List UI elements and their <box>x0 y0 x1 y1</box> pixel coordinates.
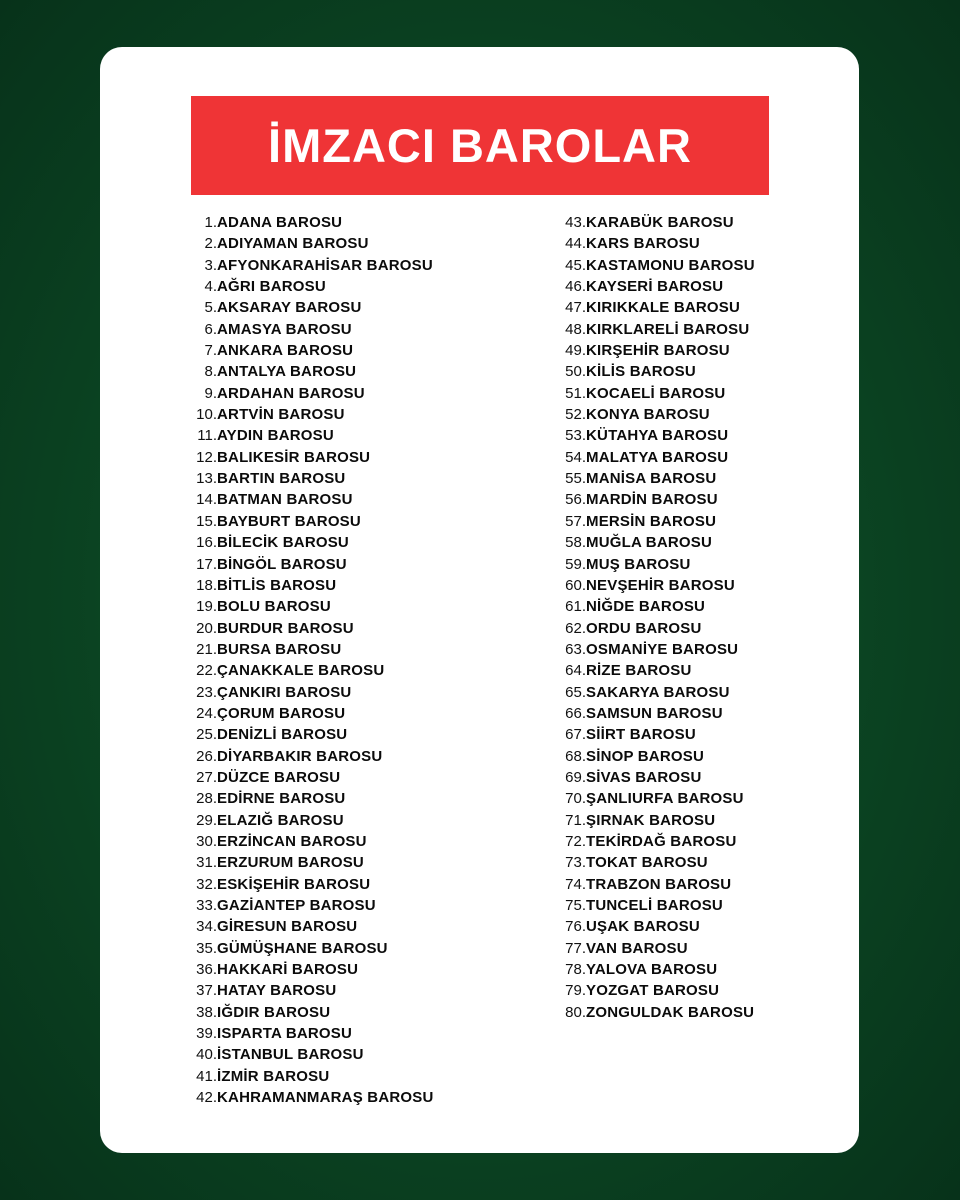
list-item-name: DENİZLİ BAROSU <box>217 726 348 744</box>
list-item <box>186 810 434 831</box>
list-item <box>558 938 755 959</box>
list-item <box>558 767 755 788</box>
list-item-number: 59. <box>565 555 586 573</box>
list-item <box>186 746 434 767</box>
list-item <box>558 724 755 745</box>
list-item <box>558 532 755 553</box>
list-item <box>186 276 434 297</box>
list-item <box>186 447 434 468</box>
list-item-name: KAYSERİ BAROSU <box>586 278 724 296</box>
list-item-number: 78. <box>565 961 586 979</box>
list-item-number: 66. <box>565 704 586 722</box>
list-item <box>186 767 434 788</box>
list-item <box>558 447 755 468</box>
list-item <box>186 959 434 980</box>
list-item-name: İZMİR BAROSU <box>217 1067 330 1085</box>
list-item-number: 28. <box>196 790 217 808</box>
list-item <box>186 468 434 489</box>
list-item <box>186 1044 434 1065</box>
list-item-name: ANTALYA BAROSU <box>217 363 357 381</box>
list-item-name: BARTIN BAROSU <box>217 470 346 488</box>
content-card <box>100 47 859 1153</box>
list-item <box>558 639 755 660</box>
list-item-number: 75. <box>565 897 586 914</box>
list-item-number: 4. <box>204 278 217 296</box>
list-item <box>558 233 755 254</box>
list-item <box>558 276 755 297</box>
list-item-number: 60. <box>565 576 586 594</box>
list-item <box>558 255 755 276</box>
list-item-name: AĞRI BAROSU <box>217 278 326 296</box>
list-item-number: 3. <box>204 256 217 274</box>
list-item <box>186 596 434 617</box>
list-item <box>558 703 755 724</box>
list-item <box>558 596 755 617</box>
list-item-name: KOCAELİ BAROSU <box>586 384 726 402</box>
list-item <box>558 788 755 809</box>
list-item-name: BATMAN BAROSU <box>217 491 353 509</box>
list-item <box>186 361 434 382</box>
list-item-number: 37. <box>196 982 217 1000</box>
list-item <box>186 511 434 532</box>
list-item <box>186 425 434 446</box>
list-item-number: 27. <box>196 768 217 786</box>
list-item-number: 80. <box>565 1003 586 1021</box>
list-item-name: KÜTAHYA BAROSU <box>586 427 729 445</box>
list-item <box>558 489 755 510</box>
list-item-name: KARABÜK BAROSU <box>586 214 734 231</box>
list-item-number: 19. <box>196 598 217 616</box>
list-item-name: DİYARBAKIR BAROSU <box>217 747 383 765</box>
list-item-number: 49. <box>565 342 586 360</box>
list-item <box>186 938 434 959</box>
list-item-name: YOZGAT BAROSU <box>586 982 720 1000</box>
list-item-name: BOLU BAROSU <box>217 598 331 616</box>
list-item-number: 64. <box>565 662 586 680</box>
list-item <box>186 255 434 276</box>
list-item <box>186 852 434 873</box>
list-item <box>186 383 434 404</box>
list-item <box>558 1002 755 1023</box>
list-item-name: KARS BAROSU <box>586 235 700 253</box>
list-item-number: 57. <box>565 512 586 530</box>
list-item-name: KİLİS BAROSU <box>586 363 696 381</box>
list-item-name: OSMANİYE BAROSU <box>586 640 739 658</box>
list-item <box>186 980 434 1001</box>
list-item-number: 69. <box>565 768 586 786</box>
list-item-number: 20. <box>196 619 217 637</box>
list-item <box>186 639 434 660</box>
list-item-number: 68. <box>565 747 586 765</box>
list-item-number: 72. <box>565 832 586 850</box>
list-item-name: TOKAT BAROSU <box>586 854 708 872</box>
list-item-number: 43. <box>565 214 586 231</box>
list-item <box>558 575 755 596</box>
list-item-number: 67. <box>565 726 586 744</box>
list-item-number: 42. <box>196 1089 217 1107</box>
list-item-number: 76. <box>565 918 586 936</box>
list-item-name: KIRKLARELİ BAROSU <box>586 320 750 338</box>
list-item <box>186 532 434 553</box>
list-item-name: TUNCELİ BAROSU <box>586 897 723 914</box>
list-item-name: ÇORUM BAROSU <box>217 704 346 722</box>
list-item-number: 39. <box>196 1025 217 1043</box>
list-item-name: ŞIRNAK BAROSU <box>586 811 716 829</box>
list-item-name: YALOVA BAROSU <box>586 961 718 979</box>
list-item-number: 15. <box>196 512 217 530</box>
list-item-number: 17. <box>196 555 217 573</box>
list-item <box>558 895 755 916</box>
list-item-number: 44. <box>565 235 586 253</box>
list-item-number: 74. <box>565 875 586 893</box>
list-item-name: GAZİANTEP BAROSU <box>217 897 376 914</box>
list-item-name: MUĞLA BAROSU <box>586 534 713 552</box>
list-item-number: 5. <box>204 299 217 317</box>
list-item <box>558 468 755 489</box>
list-item-name: ESKİŞEHİR BAROSU <box>217 875 371 893</box>
list-item-name: ERZİNCAN BAROSU <box>217 832 367 850</box>
list-item <box>558 511 755 532</box>
list-item-number: 36. <box>196 961 217 979</box>
list-item-name: SİVAS BAROSU <box>586 768 702 786</box>
list-item-name: MANİSA BAROSU <box>586 470 717 488</box>
list-item-number: 55. <box>565 470 586 488</box>
list-item-name: NEVŞEHİR BAROSU <box>586 576 735 594</box>
list-item-number: 13. <box>196 470 217 488</box>
list-item-name: RİZE BAROSU <box>586 662 692 680</box>
list-item-number: 56. <box>565 491 586 509</box>
list-item-number: 2. <box>204 235 217 253</box>
list-item-number: 21. <box>196 640 217 658</box>
list-item <box>186 1087 434 1108</box>
list-item-number: 79. <box>565 982 586 1000</box>
list-item-number: 63. <box>565 640 586 658</box>
list-item-name: MERSİN BAROSU <box>586 512 717 530</box>
list-item-name: SİİRT BAROSU <box>586 726 696 744</box>
list-item <box>558 810 755 831</box>
list-item-name: GİRESUN BAROSU <box>217 918 358 936</box>
list-item-number: 62. <box>565 619 586 637</box>
list-item-name: KIRIKKALE BAROSU <box>586 299 741 317</box>
list-item-number: 25. <box>196 726 217 744</box>
list-item-name: TRABZON BAROSU <box>586 875 732 893</box>
list-item-name: ZONGULDAK BAROSU <box>586 1003 755 1021</box>
list-item <box>186 618 434 639</box>
list-item <box>186 895 434 916</box>
list-item-name: HAKKARİ BAROSU <box>217 961 359 979</box>
list-item-name: ELAZIĞ BAROSU <box>217 811 344 829</box>
list-item-number: 48. <box>565 320 586 338</box>
list-item-number: 33. <box>196 897 217 914</box>
list-item <box>186 874 434 895</box>
list-item-number: 23. <box>196 683 217 701</box>
list-item-name: ADIYAMAN BAROSU <box>217 235 369 253</box>
list-item <box>558 340 755 361</box>
list-item-number: 50. <box>565 363 586 381</box>
list-item-name: ÇANKIRI BAROSU <box>217 683 352 701</box>
list-item-number: 10. <box>196 406 217 424</box>
list-item <box>558 425 755 446</box>
list-item <box>186 404 434 425</box>
list-item-number: 24. <box>196 704 217 722</box>
list-item <box>558 404 755 425</box>
list-item <box>186 233 434 254</box>
list-item <box>186 340 434 361</box>
list-item-name: SAKARYA BAROSU <box>586 683 730 701</box>
list-item-name: ORDU BAROSU <box>586 619 702 637</box>
list-item <box>558 980 755 1001</box>
list-item <box>186 703 434 724</box>
list-item <box>558 361 755 382</box>
list-item-name: ERZURUM BAROSU <box>217 854 364 872</box>
list-item-number: 11. <box>197 427 217 445</box>
list-item <box>186 1066 434 1087</box>
list-item-name: ISPARTA BAROSU <box>217 1025 353 1043</box>
page-title: İMZACI BAROLAR <box>268 119 692 172</box>
list-item <box>186 682 434 703</box>
list-item-number: 46. <box>565 278 586 296</box>
list-item-number: 77. <box>565 939 586 957</box>
list-item-name: UŞAK BAROSU <box>586 918 700 936</box>
list-item-name: ÇANAKKALE BAROSU <box>217 662 385 680</box>
list-item-name: SİNOP BAROSU <box>586 747 704 765</box>
list-item-number: 35. <box>196 939 217 957</box>
list-item-number: 41. <box>196 1067 217 1085</box>
list-item <box>186 1002 434 1023</box>
list-item-number: 7. <box>204 342 217 360</box>
list-item-number: 70. <box>565 790 586 808</box>
list-item <box>558 660 755 681</box>
title-banner <box>191 96 769 195</box>
list-item-name: DÜZCE BAROSU <box>217 768 341 786</box>
list-item <box>186 660 434 681</box>
list-item-name: KIRŞEHİR BAROSU <box>586 342 730 360</box>
list-item <box>558 297 755 318</box>
list-item-number: 58. <box>565 534 586 552</box>
list-item-name: BİTLİS BAROSU <box>217 576 337 594</box>
list-item-number: 34. <box>196 918 217 936</box>
list-item-name: NİĞDE BAROSU <box>586 598 706 616</box>
list-item <box>186 831 434 852</box>
list-item <box>558 554 755 575</box>
list-item-number: 6. <box>204 320 217 338</box>
list-item-name: EDİRNE BAROSU <box>217 790 346 808</box>
list-item-number: 16. <box>196 534 217 552</box>
list-item <box>558 831 755 852</box>
list-item-number: 30. <box>196 832 217 850</box>
list-item <box>186 916 434 937</box>
list-item-name: KAHRAMANMARAŞ BAROSU <box>217 1089 434 1107</box>
list-item <box>186 1023 434 1044</box>
list-item <box>186 297 434 318</box>
list-item-number: 61. <box>565 598 586 616</box>
bar-list-right-column <box>558 212 755 1023</box>
list-item-number: 45. <box>565 256 586 274</box>
list-item-name: KONYA BAROSU <box>586 406 710 424</box>
list-item-name: MALATYA BAROSU <box>586 448 729 466</box>
list-item <box>186 212 434 233</box>
list-item <box>558 212 755 233</box>
list-item-number: 71. <box>565 811 586 829</box>
list-item <box>558 319 755 340</box>
list-item-name: ADANA BAROSU <box>217 214 343 231</box>
list-item-name: BURSA BAROSU <box>217 640 342 658</box>
list-item-number: 54. <box>565 448 586 466</box>
list-item-name: AFYONKARAHİSAR BAROSU <box>217 256 433 274</box>
list-item-number: 9. <box>204 384 217 402</box>
list-item <box>558 874 755 895</box>
list-item <box>558 383 755 404</box>
list-item-name: İSTANBUL BAROSU <box>217 1046 364 1064</box>
list-item <box>186 575 434 596</box>
list-item-number: 47. <box>565 299 586 317</box>
list-item-name: SAMSUN BAROSU <box>586 704 723 722</box>
list-item <box>186 724 434 745</box>
bar-list-left-column <box>186 212 434 1108</box>
list-item-name: BİNGÖL BAROSU <box>217 555 347 573</box>
list-item <box>186 788 434 809</box>
list-item-number: 32. <box>196 875 217 893</box>
list-item <box>558 682 755 703</box>
list-item-number: 26. <box>196 747 217 765</box>
list-item-number: 22. <box>196 662 217 680</box>
list-item <box>558 959 755 980</box>
list-item-number: 1. <box>204 214 217 231</box>
list-item-number: 12. <box>196 448 217 466</box>
list-item <box>558 916 755 937</box>
list-item-name: ŞANLIURFA BAROSU <box>586 790 744 808</box>
list-item-name: IĞDIR BAROSU <box>217 1003 331 1021</box>
list-item-number: 40. <box>196 1046 217 1064</box>
list-item-number: 65. <box>565 683 586 701</box>
list-item-number: 38. <box>196 1003 217 1021</box>
list-item-name: KASTAMONU BAROSU <box>586 256 755 274</box>
list-item-number: 14. <box>196 491 217 509</box>
list-item-name: ANKARA BAROSU <box>217 342 354 360</box>
list-item-number: 51. <box>565 384 586 402</box>
list-item-name: HATAY BAROSU <box>217 982 337 1000</box>
list-item-name: ARDAHAN BAROSU <box>217 384 365 402</box>
list-item-number: 52. <box>565 406 586 424</box>
list-item-name: VAN BAROSU <box>586 939 688 957</box>
list-item <box>558 618 755 639</box>
list-item-number: 73. <box>565 854 586 872</box>
list-item-name: BALIKESİR BAROSU <box>217 448 371 466</box>
list-item <box>186 489 434 510</box>
list-item-name: BAYBURT BAROSU <box>217 512 361 530</box>
list-item-name: GÜMÜŞHANE BAROSU <box>217 939 388 957</box>
list-item-number: 53. <box>565 427 586 445</box>
list-item-name: AMASYA BAROSU <box>217 320 352 338</box>
list-item <box>186 554 434 575</box>
list-item-name: BURDUR BAROSU <box>217 619 354 637</box>
list-item-number: 18. <box>196 576 217 594</box>
list-item-name: MUŞ BAROSU <box>586 555 691 573</box>
list-item-name: ARTVİN BAROSU <box>217 406 345 424</box>
list-item <box>558 852 755 873</box>
list-item-number: 29. <box>196 811 217 829</box>
list-item-name: BİLECİK BAROSU <box>217 534 349 552</box>
list-item-name: TEKİRDAĞ BAROSU <box>586 832 737 850</box>
list-item-name: AKSARAY BAROSU <box>217 299 362 317</box>
list-item-number: 31. <box>196 854 217 872</box>
list-item <box>186 319 434 340</box>
list-item <box>558 746 755 767</box>
list-item-number: 8. <box>204 363 217 381</box>
list-item-name: MARDİN BAROSU <box>586 491 718 509</box>
list-item-name: AYDIN BAROSU <box>217 427 334 445</box>
